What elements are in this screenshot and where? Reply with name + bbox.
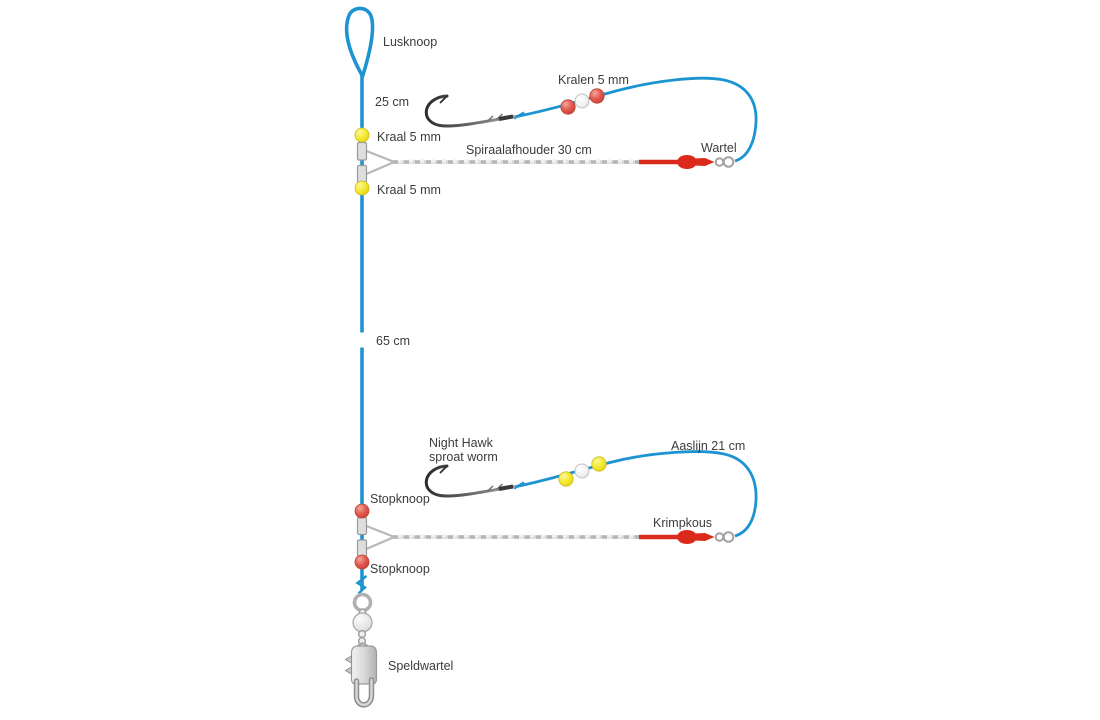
label-hook-type-1: Night Hawk (429, 436, 493, 450)
hook-bottom (426, 466, 514, 496)
crimp-tube (358, 166, 367, 184)
stopknoop-bead-top (355, 504, 369, 518)
label-krimpkous: Krimpkous (653, 516, 713, 530)
end-knot (358, 576, 367, 594)
label-hook-type-2: sproat worm (429, 450, 498, 464)
label-65cm: 65 cm (376, 334, 411, 348)
snap-nub-top (346, 656, 352, 663)
label-wartel: Wartel (701, 141, 737, 155)
label-spiraalafhouder: Spiraalafhouder 30 cm (466, 143, 592, 157)
kraal-bead-bottom (355, 181, 369, 195)
label-kraal-top: Kraal 5 mm (377, 130, 441, 144)
bottom-snood-bead-white (575, 464, 589, 478)
label-aaslijn: Aaslijn 21 cm (671, 439, 746, 453)
bottom-dropper-rig (355, 452, 756, 569)
label-25cm: 25 cm (375, 95, 410, 109)
label-lusknoop: Lusknoop (383, 35, 438, 49)
swivel-barrel (353, 613, 372, 632)
loop-knot (347, 8, 373, 78)
label-kraal-bottom: Kraal 5 mm (377, 183, 441, 197)
main-line (347, 8, 373, 590)
labels (370, 35, 745, 673)
kraal-bead-top (355, 128, 369, 142)
label-stopknoop-lower: Stopknoop (370, 562, 430, 576)
top-snood-bead-red-2 (590, 89, 604, 103)
top-snood-bead-white (575, 94, 589, 108)
hook-top (426, 96, 514, 126)
label-kralen: Kralen 5 mm (558, 73, 629, 87)
crimp-tube (358, 518, 367, 535)
swivel-eye-ring (355, 595, 371, 611)
snap-nub-bottom (346, 667, 352, 674)
bottom-snood-bead-yellow-1 (559, 472, 573, 486)
label-speldwartel: Speldwartel (388, 659, 454, 673)
figure8-link-top (359, 631, 366, 638)
crimp-tube (358, 143, 367, 161)
stopknoop-bead-bottom (355, 555, 369, 569)
terminal-tackle (346, 576, 377, 705)
top-snood-bead-red-1 (561, 100, 575, 114)
bottom-snood-line (514, 452, 756, 536)
crimp-tube (358, 540, 367, 557)
bottom-snood-bead-yellow-2 (592, 457, 606, 471)
label-stopknoop-upper: Stopknoop (370, 492, 430, 506)
